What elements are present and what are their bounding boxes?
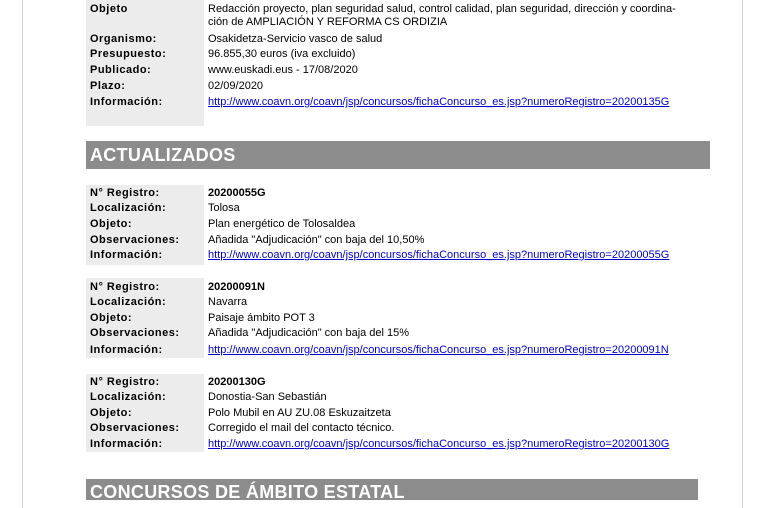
informacion-link[interactable]: http://www.coavn.org/coavn/jsp/concursos/fichaConcurso_es.jsp?numeroRegistro=20200091N (208, 344, 669, 356)
organismo-label: Organismo: (90, 33, 157, 45)
objeto-value-line2: ción de AMPLIACIÓN Y REFORMA CS ORDIZIA (208, 16, 448, 28)
observaciones-value: Añadida "Adjudicación" con baja del 15% (208, 327, 410, 339)
observaciones-label: Observaciones: (90, 234, 180, 246)
section-heading-text: ACTUALIZADOS (90, 145, 236, 165)
localizacion-label: Localización: (90, 391, 167, 403)
objeto-value-line1: Redacción proyecto, plan seguridad salud, control calidad, plan seguridad, dirección y coordina- (208, 3, 676, 15)
section-heading-estatal (86, 479, 698, 500)
localizacion-label: Localización: (90, 296, 167, 308)
registro-value: 20200091N (208, 281, 265, 293)
localizacion-value: Navarra (208, 296, 248, 308)
organismo-value: Osakidetza-Servicio vasco de salud (208, 33, 383, 45)
objeto-label: Objeto (90, 3, 128, 15)
observaciones-value: Añadida "Adjudicación" con baja del 10,50% (208, 234, 425, 246)
informacion-label: Información: (90, 249, 163, 261)
publicado-value: www.euskadi.eus - 17/08/2020 (208, 64, 358, 76)
plazo-label: Plazo: (90, 80, 126, 92)
section-heading-text: CONCURSOS DE ÁMBITO ESTATAL (90, 482, 405, 500)
localizacion-label: Localización: (90, 202, 167, 214)
objeto-label: Objeto: (90, 407, 132, 419)
localizacion-value: Tolosa (208, 202, 240, 214)
informacion-label: Información: (90, 438, 163, 450)
registro-label: N° Registro: (90, 281, 160, 293)
publicado-label: Publicado: (90, 64, 152, 76)
observaciones-label: Observaciones: (90, 422, 180, 434)
localizacion-value: Donostia-San Sebastián (208, 391, 327, 403)
informacion-link[interactable]: http://www.coavn.org/coavn/jsp/concursos/fichaConcurso_es.jsp?numeroRegistro=20200135G (208, 96, 670, 108)
registro-value: 20200130G (208, 376, 266, 388)
presupuesto-label: Presupuesto: (90, 48, 167, 60)
section-heading-actualizados (86, 141, 710, 169)
informacion-label: Información: (90, 344, 163, 356)
presupuesto-value: 96.855,30 euros (iva excluido) (208, 48, 356, 60)
objeto-value: Polo Mubil en AU ZU.08 Eskuzaitzeta (208, 407, 391, 419)
objeto-label: Objeto: (90, 218, 132, 230)
informacion-link[interactable]: http://www.coavn.org/coavn/jsp/concursos/fichaConcurso_es.jsp?numeroRegistro=20200055G (208, 249, 670, 261)
objeto-value: Plan energético de Tolosaldea (208, 218, 356, 230)
objeto-label: Objeto: (90, 312, 132, 324)
observaciones-value: Corregido el mail del contacto técnico. (208, 422, 395, 434)
informacion-label: Información: (90, 96, 163, 108)
informacion-link[interactable]: http://www.coavn.org/coavn/jsp/concursos/fichaConcurso_es.jsp?numeroRegistro=20200130G (208, 438, 670, 450)
registro-label: N° Registro: (90, 187, 160, 199)
registro-value: 20200055G (208, 187, 266, 199)
registro-label: N° Registro: (90, 376, 160, 388)
observaciones-label: Observaciones: (90, 327, 180, 339)
plazo-value: 02/09/2020 (208, 80, 264, 92)
objeto-value: Paisaje ámbito POT 3 (208, 312, 315, 324)
